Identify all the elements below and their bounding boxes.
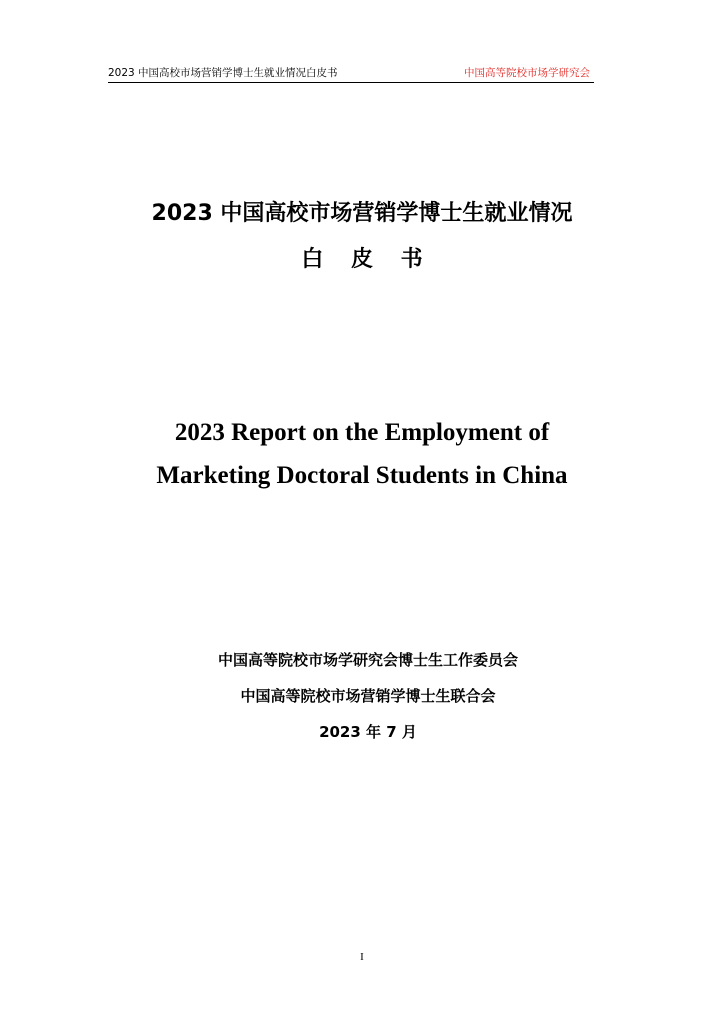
header-report-title: 2023 中国高校市场营销学博士生就业情况白皮书	[108, 67, 338, 79]
chinese-title-line-2: 白 皮 书	[301, 247, 433, 272]
english-title-line-2: Marketing Doctoral Students in China	[156, 462, 568, 489]
chinese-title-line-1: 2023 中国高校市场营销学博士生就业情况	[151, 201, 573, 226]
header-divider	[108, 82, 594, 83]
publication-date: 2023 年 7 月	[319, 723, 417, 741]
organization-line-1: 中国高等院校市场学研究会博士生工作委员会	[217, 651, 518, 669]
page-number: I	[360, 951, 364, 963]
running-header	[108, 66, 594, 82]
header-organization: 中国高等院校市场学研究会	[464, 67, 590, 79]
english-title-line-1: 2023 Report on the Employment of	[174, 419, 550, 446]
organization-line-2: 中国高等院校市场营销学博士生联合会	[240, 687, 496, 705]
